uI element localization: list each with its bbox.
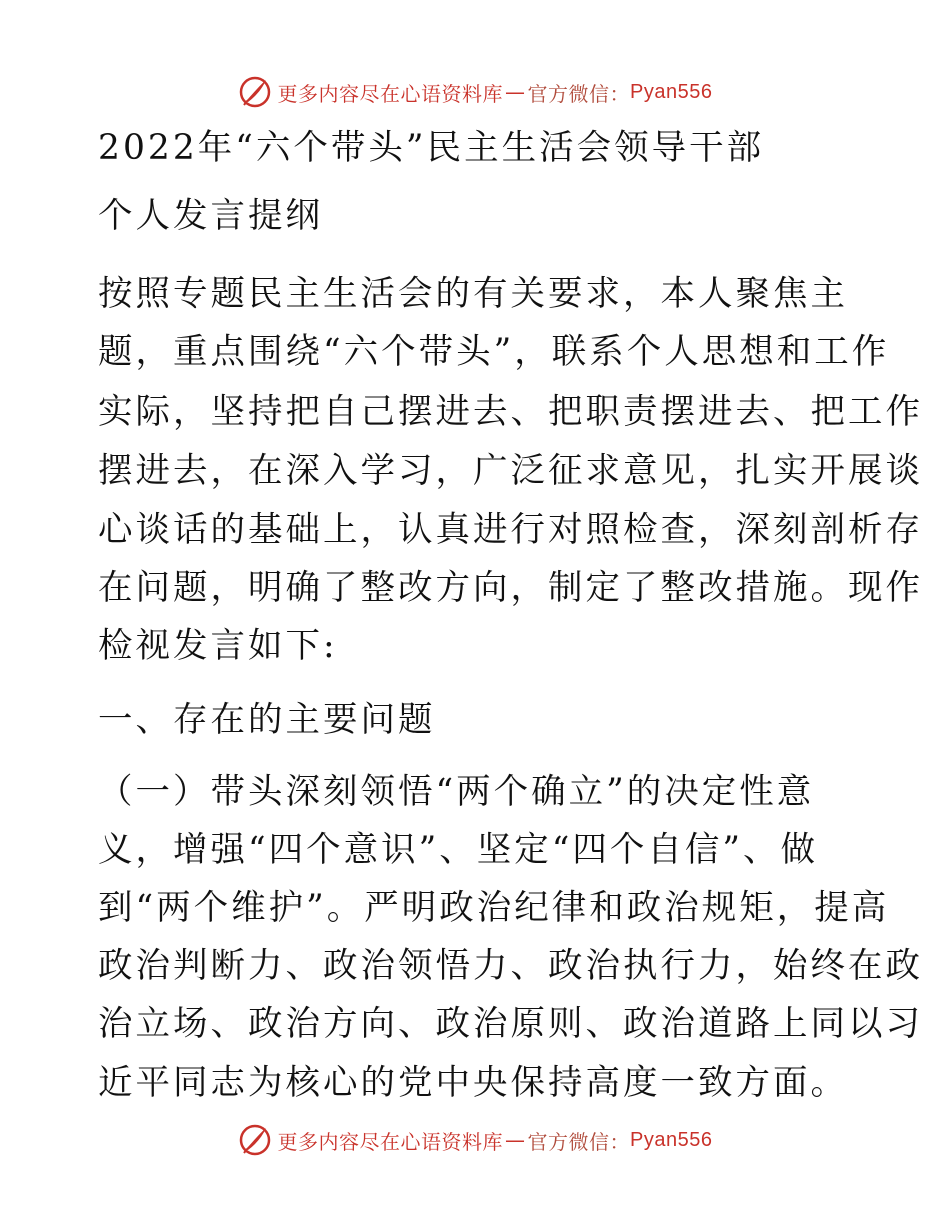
- quill-logo-icon: [238, 1123, 272, 1157]
- watermark-footer: [0, 1120, 950, 1160]
- watermark-separator: —: [505, 80, 526, 104]
- doc-text-line: 按照专题民主生活会的有关要求，本人聚焦主: [98, 274, 848, 314]
- watermark-main-text: 更多内容尽在心语资料库: [277, 81, 504, 106]
- watermark-separator: —: [505, 1128, 526, 1152]
- doc-text-line: 政治判断力、政治领悟力、政治执行力，始终在政: [98, 946, 923, 986]
- doc-text-line: 摆进去，在深入学习，广泛征求意见，扎实开展谈: [98, 451, 923, 491]
- doc-text-line: 近平同志为核心的党中央保持高度一致方面。: [98, 1063, 848, 1103]
- section-heading: 一、存在的主要问题: [98, 700, 436, 740]
- doc-text-line: 题，重点围绕“六个带头”，联系个人思想和工作: [98, 332, 890, 372]
- doc-text-line: 实际，坚持把自己摆进去、把职责摆进去、把工作: [98, 392, 923, 432]
- doc-text-line: 心谈话的基础上，认真进行对照检查，深刻剖析存: [98, 510, 923, 550]
- doc-text-line: 治立场、政治方向、政治原则、政治道路上同以习: [98, 1004, 923, 1044]
- watermark-label: 官方微信：: [527, 81, 631, 106]
- quill-logo-icon: [238, 75, 272, 109]
- watermark-main-text: 更多内容尽在心语资料库: [277, 1129, 504, 1154]
- watermark-wechat-id: Pyan556: [630, 1128, 713, 1151]
- watermark-header: [0, 72, 950, 112]
- doc-title-line-2: 个人发言提纲: [98, 196, 323, 236]
- doc-title-line-1: 2022年“六个带头”民主生活会领导干部: [98, 128, 765, 168]
- subsection-heading: （一）带头深刻领悟“两个确立”的决定性意: [98, 772, 815, 812]
- doc-text-line: 在问题，明确了整改方向，制定了整改措施。现作: [98, 568, 923, 608]
- watermark-label: 官方微信：: [527, 1129, 631, 1154]
- doc-text-line: 检视发言如下:: [98, 626, 338, 666]
- watermark-wechat-id: Pyan556: [630, 80, 713, 103]
- doc-text-line: 义，增强“四个意识”、坚定“四个自信”、做: [98, 830, 819, 870]
- doc-text-line: 到“两个维护”。严明政治纪律和政治规矩，提高: [98, 888, 890, 928]
